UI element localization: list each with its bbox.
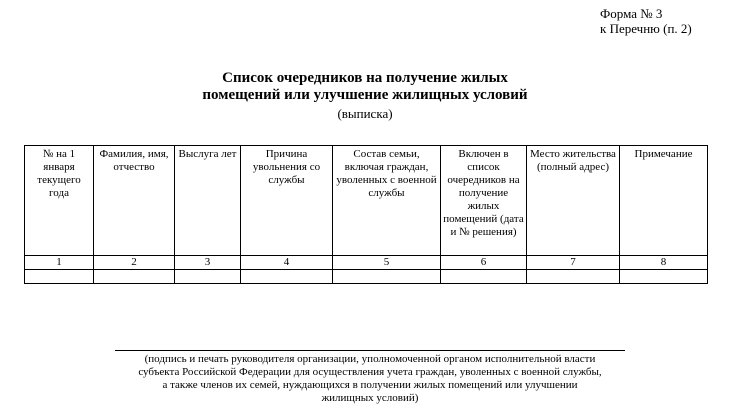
column-number: 3 [175, 256, 241, 270]
table-cell [333, 270, 441, 284]
document-title [0, 70, 730, 123]
form-number-label [600, 6, 692, 36]
form-reference: к Перечню (п. 2) [600, 21, 692, 36]
queue-table [24, 145, 708, 284]
header-full-name: Фамилия, имя, отчество [94, 146, 175, 256]
signature-caption [110, 353, 630, 405]
signature-caption-line-2: субъекта Российской Федерации для осуществления учета граждан, уволенных с военной службы, [138, 366, 602, 378]
column-number: 8 [620, 256, 708, 270]
table-cell [25, 270, 94, 284]
title-subtitle: (выписка) [337, 106, 393, 121]
column-number: 7 [527, 256, 620, 270]
form-number: Форма № 3 [600, 6, 663, 21]
title-line-1: Список очередников на получение жилых [222, 70, 508, 86]
header-note: Примечание [620, 146, 708, 256]
table-cell [620, 270, 708, 284]
signature-line [115, 350, 625, 351]
column-number: 6 [441, 256, 527, 270]
table-cell [527, 270, 620, 284]
column-number: 1 [25, 256, 94, 270]
header-residence: Место жительства (полный адрес) [527, 146, 620, 256]
column-number: 4 [241, 256, 333, 270]
table-cell [441, 270, 527, 284]
signature-caption-line-1: (подпись и печать руководителя организации, уполномоченной органом исполнительной власти [144, 353, 596, 365]
header-included-in-list: Включен в список очередников на получение жилых помещений (дата и № решения) [441, 146, 527, 256]
title-line-2: помещений или улучшение жилищных условий [202, 87, 528, 103]
header-queue-number: № на 1 января текущего года [25, 146, 94, 256]
signature-caption-line-4: жилищных условий) [321, 392, 419, 404]
header-service-years: Выслуга лет [175, 146, 241, 256]
header-family-composition: Состав семьи, включая граждан, уволенных с военной службы [333, 146, 441, 256]
table-header-row [25, 146, 708, 256]
table-cell [241, 270, 333, 284]
signature-caption-line-3: а также членов их семей, нуждающихся в получении жилых помещений или улучшении [162, 379, 578, 391]
table-number-row [25, 256, 708, 270]
table-cell [175, 270, 241, 284]
column-number: 5 [333, 256, 441, 270]
table-cell [94, 270, 175, 284]
column-number: 2 [94, 256, 175, 270]
table-row [25, 270, 708, 284]
header-dismissal-reason: Причина увольнения со службы [241, 146, 333, 256]
